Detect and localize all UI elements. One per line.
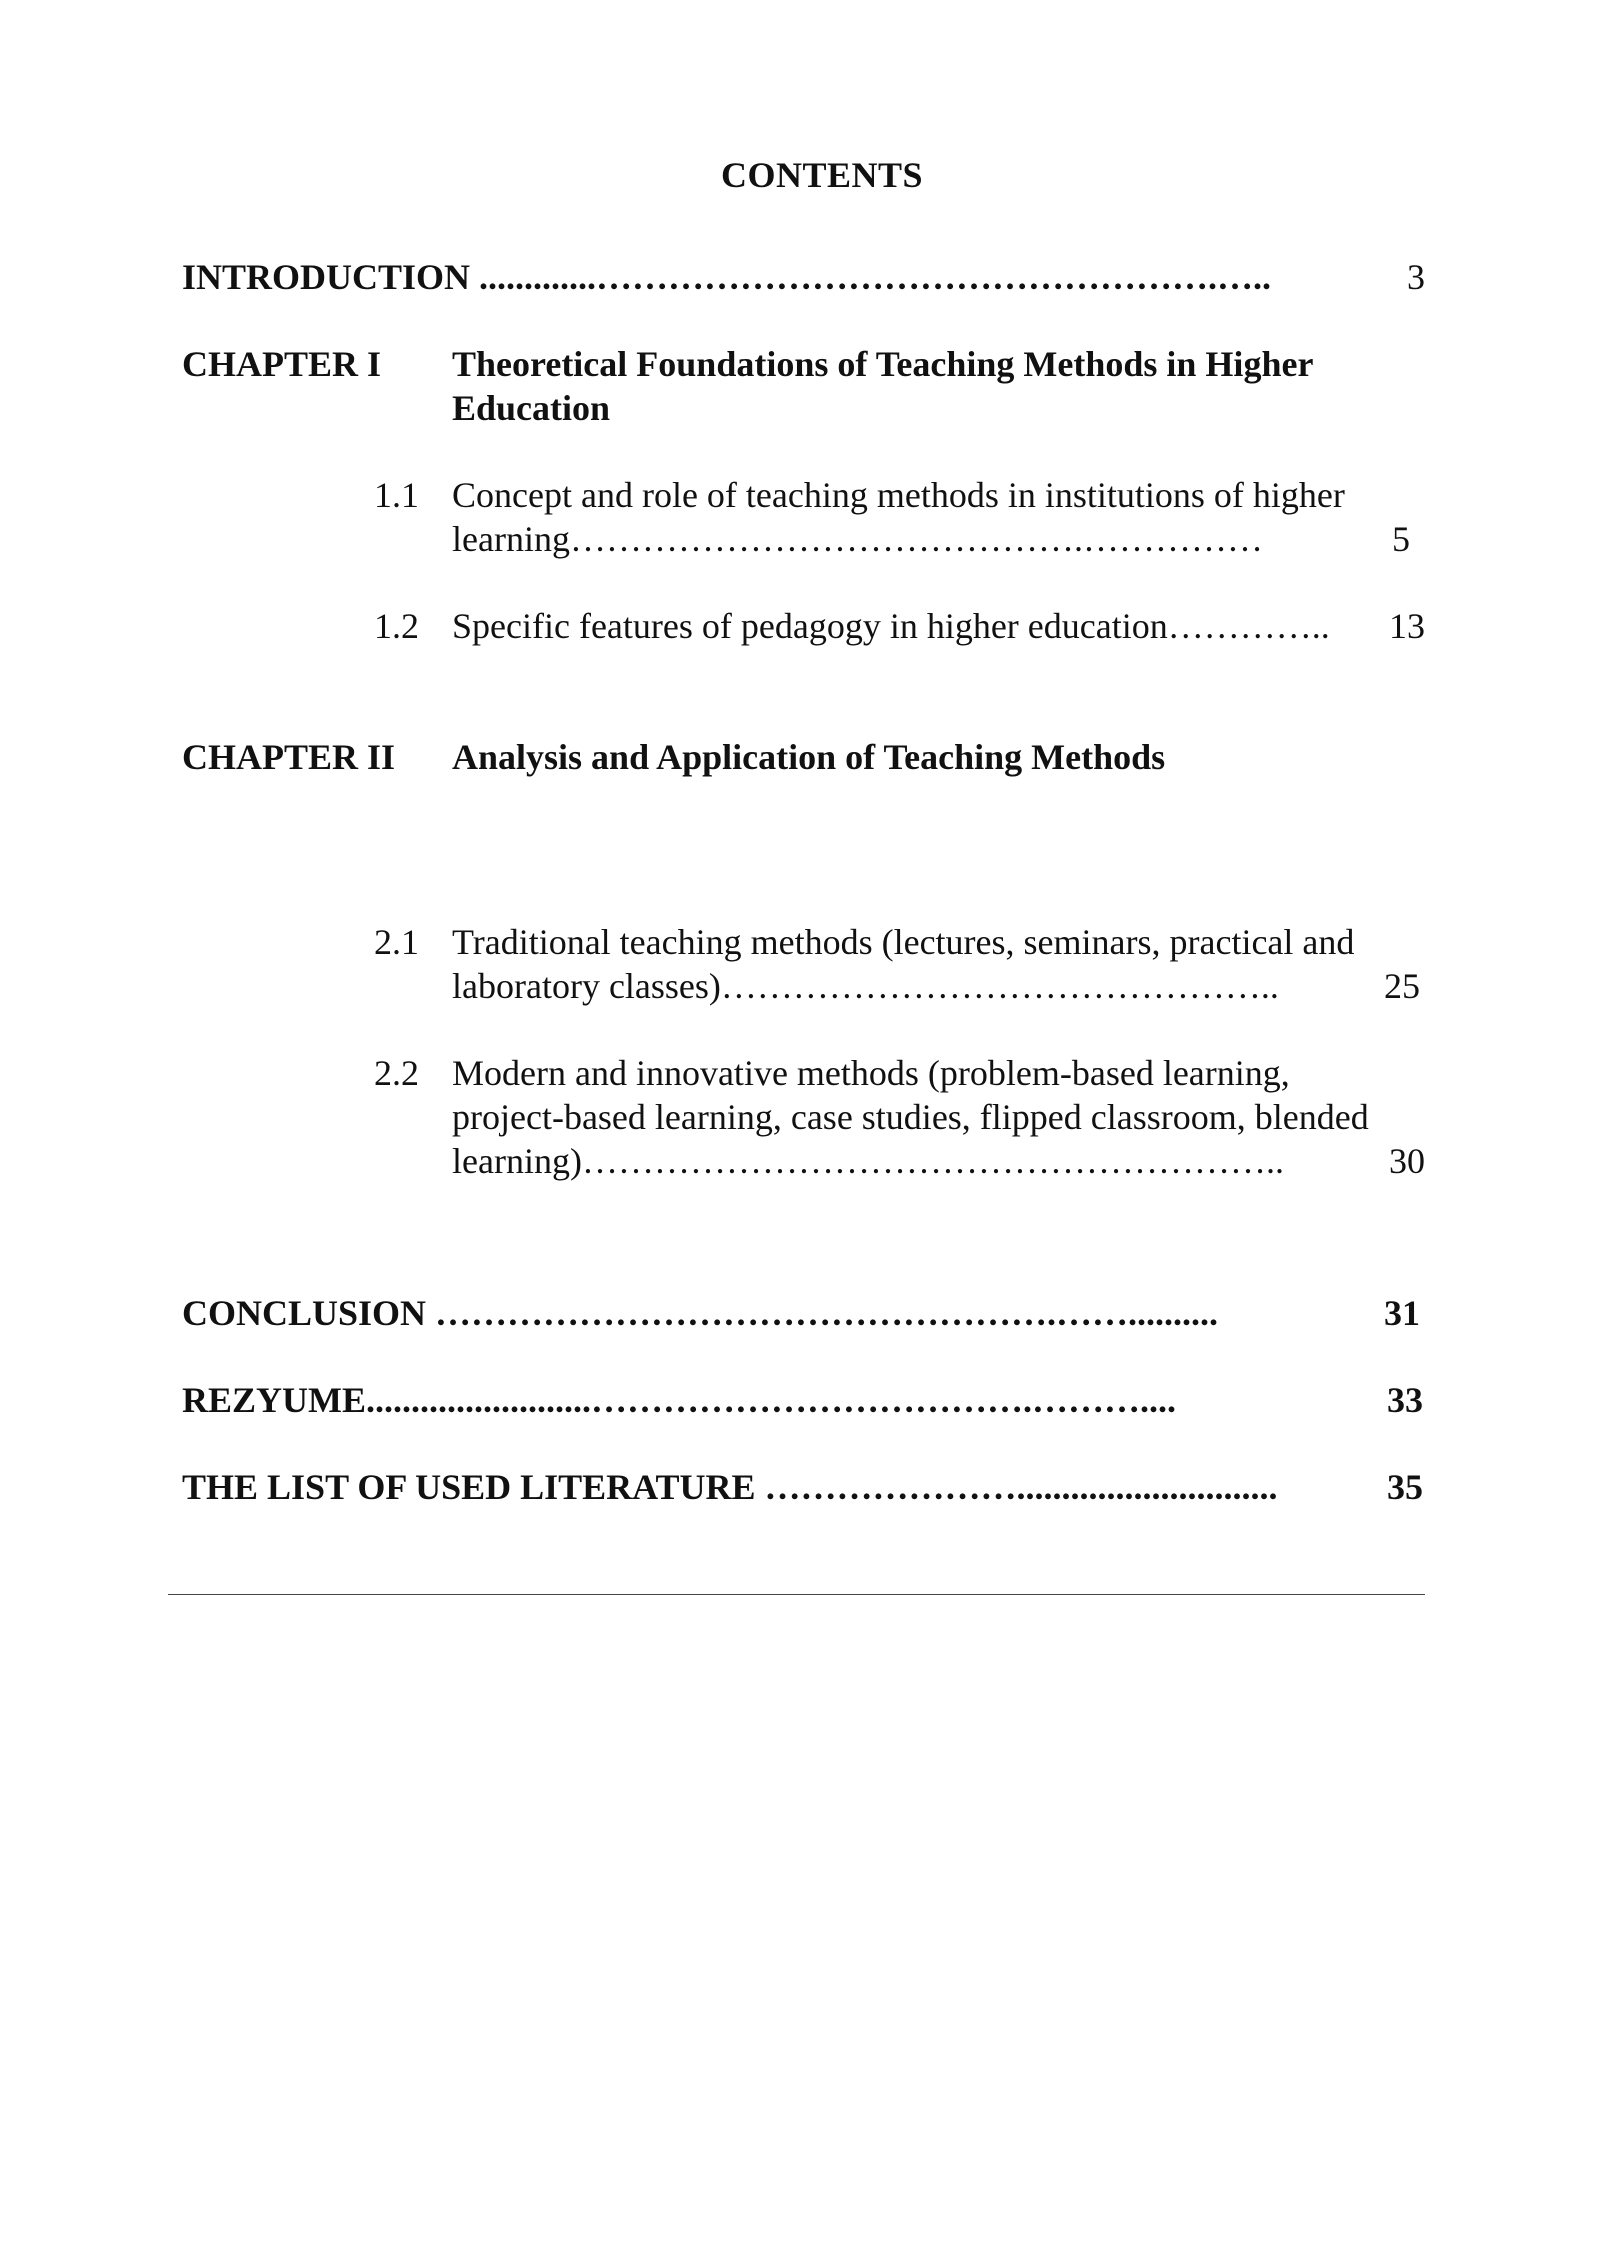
page-title: CONTENTS xyxy=(720,155,924,195)
page-number: 5 xyxy=(1392,519,1410,559)
section-title-line: Traditional teaching methods (lectures, seminars, practical and xyxy=(452,922,1355,962)
page-number: 30 xyxy=(1389,1141,1425,1181)
entry-label: CONCLUSION xyxy=(182,1293,427,1333)
section-title-line: learning…………………………………….…………… xyxy=(452,519,1263,559)
page-number: 25 xyxy=(1384,966,1420,1006)
entry-label: THE LIST OF USED LITERATURE xyxy=(182,1467,756,1507)
section-title-line: laboratory classes)……………………………………….. xyxy=(452,966,1279,1006)
section-number: 2.1 xyxy=(374,922,419,962)
section-number: 1.1 xyxy=(374,475,419,515)
page-number: 13 xyxy=(1389,606,1425,646)
toc-entry-rezyume xyxy=(182,1378,1176,1422)
section-title-line: project-based learning, case studies, flipped classroom, blended xyxy=(452,1097,1369,1137)
dot-leader: …………………………………………….…….......... xyxy=(426,1293,1219,1333)
entry-label: INTRODUCTION xyxy=(182,257,471,297)
page-number: 33 xyxy=(1387,1380,1423,1420)
toc-entry-literature xyxy=(182,1465,1278,1509)
dot-leader: .........................……………………………….……….... xyxy=(366,1380,1177,1420)
chapter-label: CHAPTER II xyxy=(182,737,396,777)
section-title-line: Specific features of pedagogy in higher education………….. xyxy=(452,606,1330,646)
dot-leader: …………………............................. xyxy=(755,1467,1278,1507)
section-number: 1.2 xyxy=(374,606,419,646)
section-title-line: learning)………………………………………………….. xyxy=(452,1141,1284,1181)
entry-label: REZYUME xyxy=(182,1380,367,1420)
page-number: 31 xyxy=(1384,1293,1420,1333)
chapter-title: Theoretical Foundations of Teaching Methods in Higher Education xyxy=(452,344,1313,428)
section-title-line: Concept and role of teaching methods in institutions of higher xyxy=(452,475,1345,515)
section-title-line: Modern and innovative methods (problem-based learning, xyxy=(452,1053,1290,1093)
separator-line xyxy=(168,1594,1425,1595)
toc-entry-conclusion xyxy=(182,1291,1218,1335)
chapter-title: Analysis and Application of Teaching Methods xyxy=(452,737,1166,777)
chapter-label: CHAPTER I xyxy=(182,344,382,384)
toc-entry-introduction xyxy=(182,255,1271,299)
dot-leader: .............…………………………………………….….. xyxy=(470,257,1272,297)
page-number: 3 xyxy=(1407,257,1425,297)
page-number: 35 xyxy=(1387,1467,1423,1507)
section-number: 2.2 xyxy=(374,1053,419,1093)
